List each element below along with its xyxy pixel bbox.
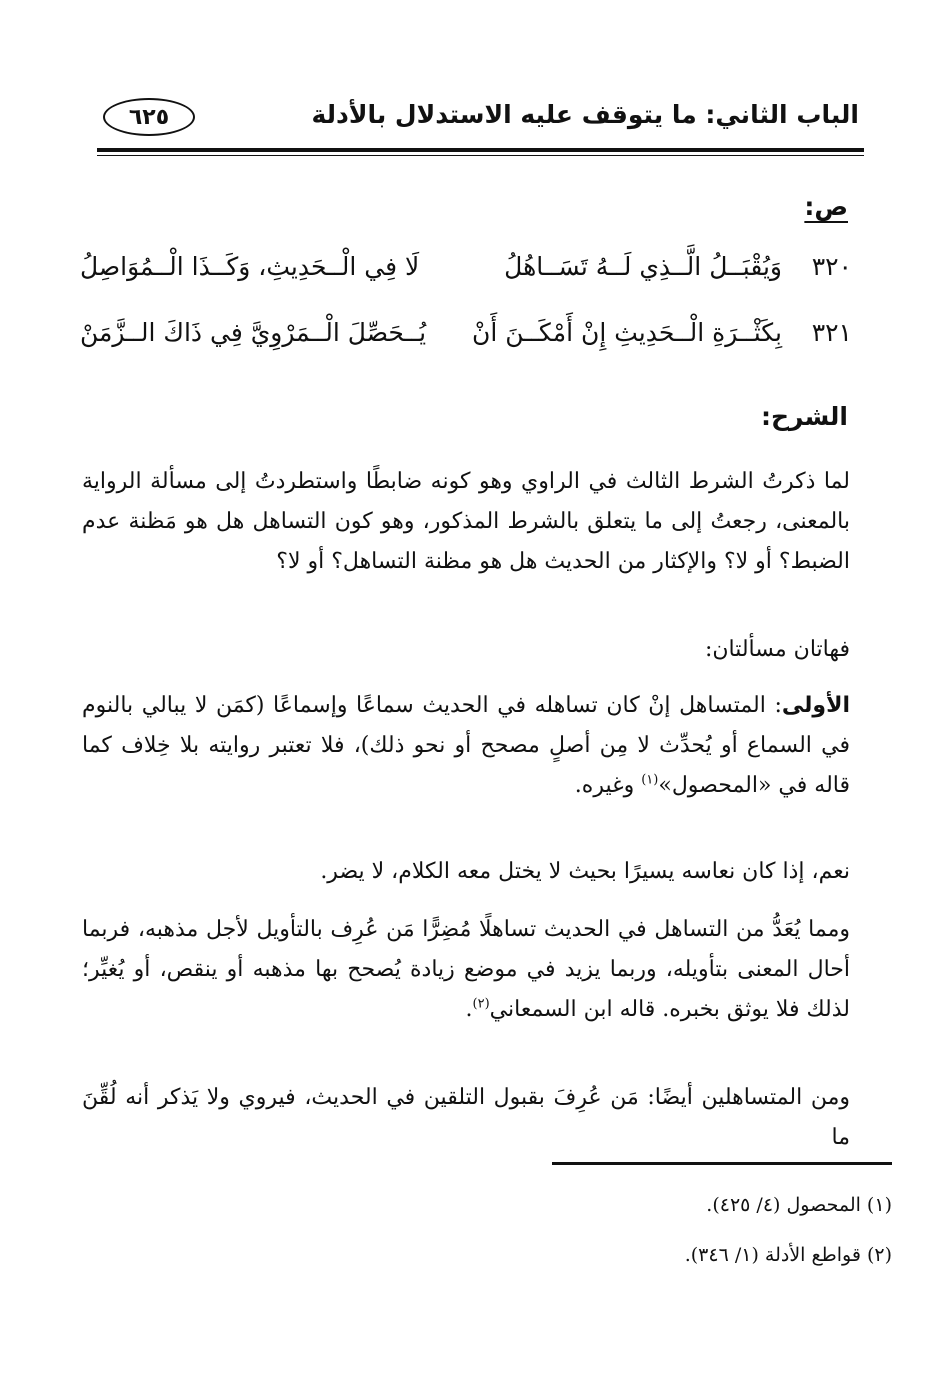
verse-hemistich-second: يُــحَصِّلَ الْــمَرْوِيَّ فِي ذَاكَ الــزَّمَنْ bbox=[80, 318, 427, 347]
paragraph: لما ذكرتُ الشرط الثالث في الراوي وهو كونه ضابطًا واستطردتُ إلى مسألة الرواية بالمعنى، رجعتُ إلى ما يتعلق بالشرط المذكور، وهو كون التساهل هل هو مَظنة عدم الضبط؟ أو لا؟ والإكثار من الحديث هل هو مظنة التساهل؟ أو لا؟ bbox=[82, 469, 851, 574]
verse-line bbox=[80, 252, 852, 302]
page-header bbox=[95, 96, 859, 140]
footnote: (٢) قواطع الأدلة (١/ ٣٤٦). bbox=[684, 1244, 892, 1266]
paragraph-text: ومما يُعَدُّ من التساهل في الحديث تساهلًا مُضِرًّا مَن عُرِف بالتأويل لأجل مذهبه، فربما أحال المعنى بتأويله، وربما يزيد في موضع زيادة يُصحح بها مذهبه أو ينقص، أو يُغيِّر؛ لذلك فلا يوثق بخبره. قاله ابن السمعاني bbox=[82, 917, 850, 1022]
paragraph: ومن المتساهلين أيضًا: مَن عُرِفَ بقبول التلقين في الحديث، فيروي ولا يَذكر أنه لُقِّنَ ما bbox=[82, 1085, 850, 1150]
paragraph bbox=[82, 686, 850, 806]
verse-hemistich-first: وَيُقْبَــلُ الَّــذِي لَــهُ تَسَــاهُلُ bbox=[504, 252, 782, 281]
footnote: (١) المحصول (٤/ ٤٢٥). bbox=[706, 1194, 892, 1216]
footnote-separator bbox=[552, 1162, 892, 1165]
paragraph-text: : المتساهل إنْ كان تساهله في الحديث سماعًا وإسماعًا (كمَن لا يبالي بالنوم في السماع أو يُحدِّث لا مِن أصلٍ مصحح أو نحو ذلك)، فلا تعتبر روايته بلا خِلاف كما قاله في «المحصول» bbox=[82, 693, 850, 798]
header-rule-thin bbox=[97, 155, 864, 156]
page-number-badge: ٦٢٥ bbox=[103, 98, 195, 136]
header-rule-thick bbox=[97, 148, 864, 152]
verse-number: ٣٢٠ bbox=[811, 252, 852, 281]
verse-number: ٣٢١ bbox=[811, 318, 852, 347]
verse-line bbox=[80, 318, 852, 368]
paragraph bbox=[82, 910, 850, 1030]
verse-hemistich-second: لَا فِي الْــحَدِيثِ، وَكَــذَا الْــمُوَاصِلُ bbox=[80, 252, 420, 281]
commentary-label: الشرح: bbox=[761, 402, 848, 431]
paragraph-text-end: وغيره. bbox=[574, 773, 642, 798]
paragraph: نعم، إذا كان نعاسه يسيرًا بحيث لا يختل معه الكلام، لا يضر. bbox=[320, 859, 850, 884]
text-label: ص: bbox=[804, 192, 848, 221]
paragraph-text-end: . bbox=[465, 997, 473, 1022]
paragraph-lead: الأولى bbox=[781, 693, 850, 718]
footnote-reference: (٢) bbox=[472, 996, 490, 1012]
verse-hemistich-first: بِكَثْــرَةِ الْــحَدِيثِ إِنْ أَمْكَــنَ أَنْ bbox=[471, 318, 782, 347]
chapter-title: الباب الثاني: ما يتوقف عليه الاستدلال بالأدلة bbox=[311, 100, 859, 129]
paragraph: فهاتان مسألتان: bbox=[704, 637, 850, 662]
footnote-reference: (١) bbox=[641, 772, 659, 788]
